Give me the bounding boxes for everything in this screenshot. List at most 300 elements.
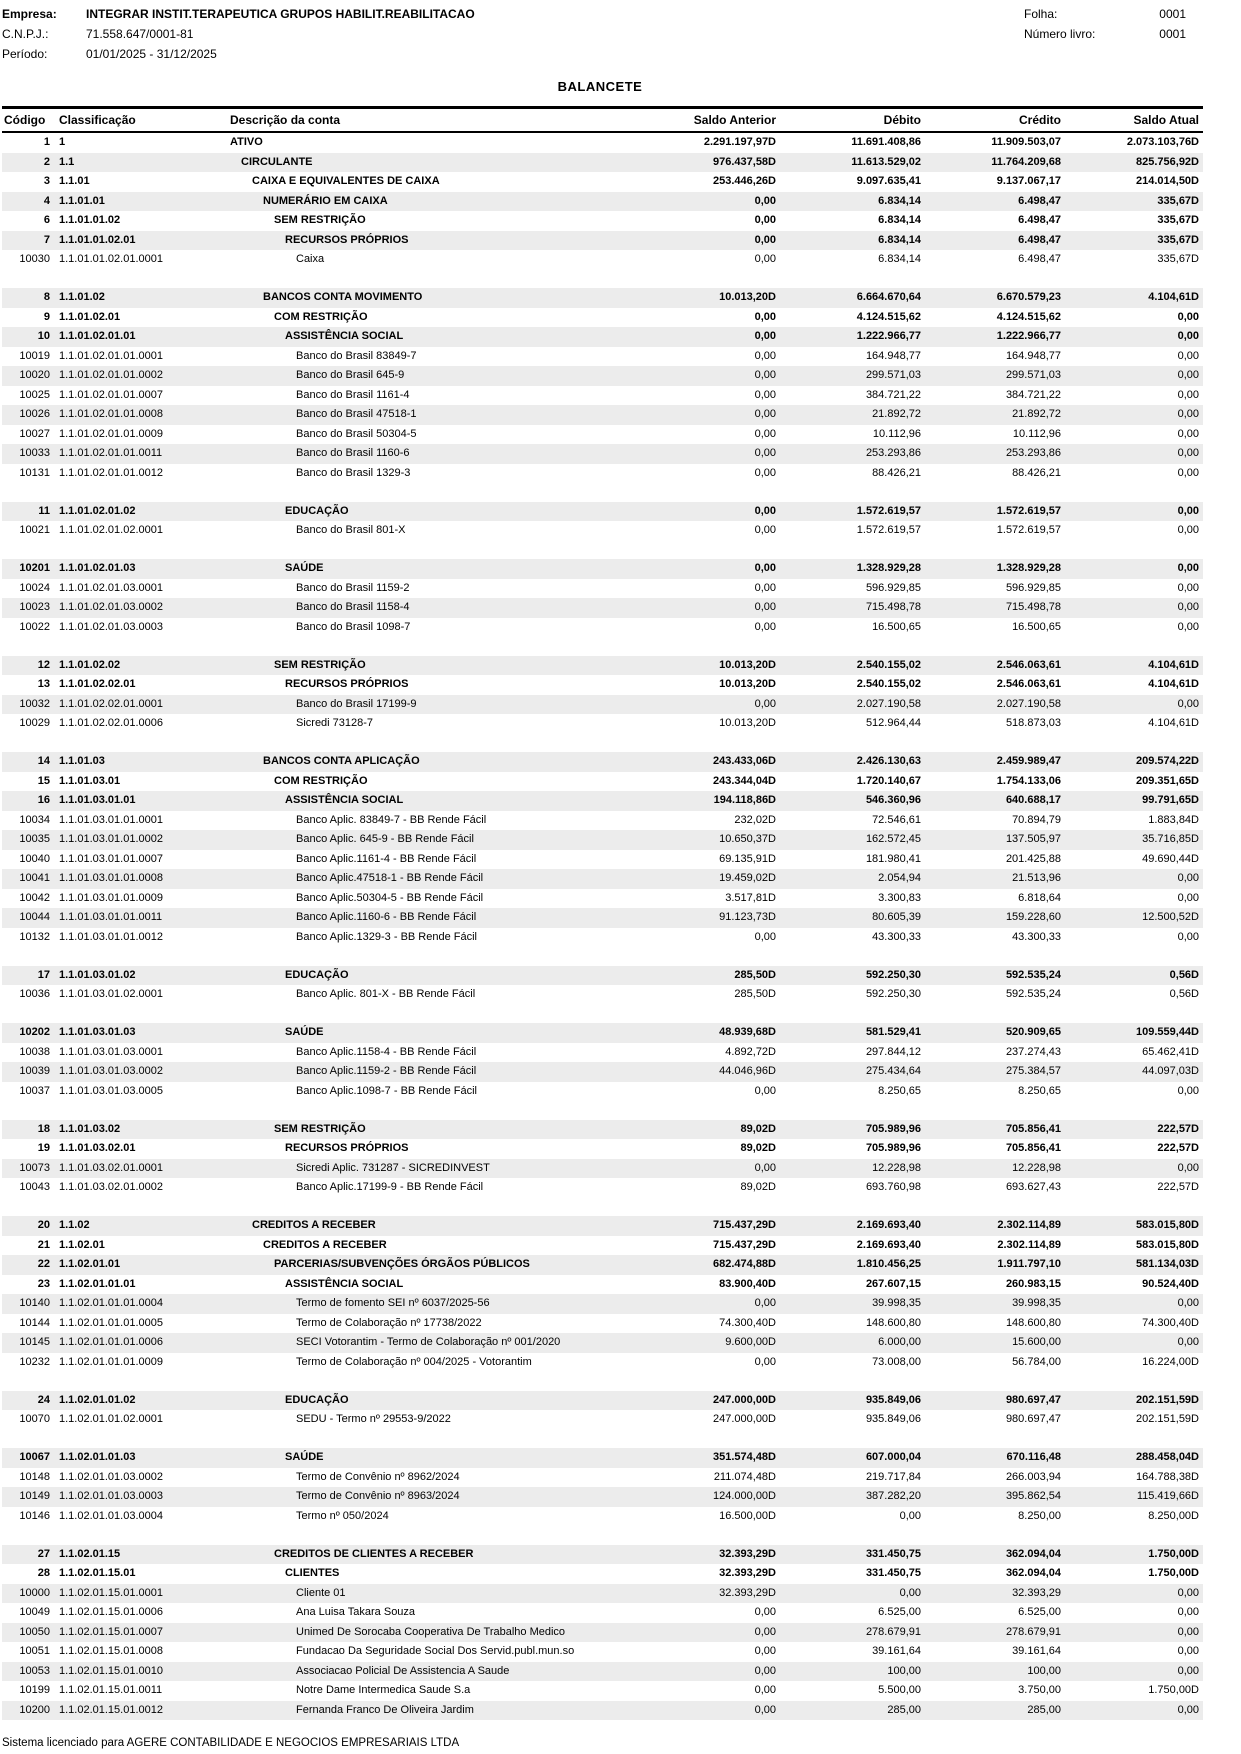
cell-saldo-anterior: 83.900,40D xyxy=(719,1277,776,1290)
cell-debito: 6.834,14 xyxy=(878,214,921,226)
cell-credito: 15.600,00 xyxy=(1012,1336,1061,1348)
cell-saldo-atual: 49.690,44D xyxy=(1142,852,1199,865)
cell-classificacao: 1.1.02.01.01.03.0003 xyxy=(59,1490,163,1502)
table-row xyxy=(2,153,1203,173)
cell-descricao: Sicredi Aplic. 731287 - SICREDINVEST xyxy=(296,1161,490,1174)
cell-saldo-anterior: 0,00 xyxy=(754,466,776,479)
cell-descricao: Banco do Brasil 50304-5 xyxy=(296,427,417,440)
license-footer: Sistema licenciado para AGERE CONTABILIDADE E NEGOCIOS EMPRESARIAIS LTDA xyxy=(2,1737,460,1749)
cell-classificacao: 1.1.01.02.01.01 xyxy=(59,330,136,342)
cell-saldo-atual: 0,00 xyxy=(1177,1161,1199,1174)
cell-credito: 137.505,97 xyxy=(1005,833,1061,845)
cell-codigo: 24 xyxy=(37,1393,50,1406)
cell-descricao: BANCOS CONTA MOVIMENTO xyxy=(263,291,423,303)
table-row xyxy=(2,464,1203,484)
cell-saldo-anterior: 74.300,40D xyxy=(719,1316,776,1329)
cell-saldo-atual: 0,00 xyxy=(1177,1645,1199,1657)
cell-classificacao: 1.1.01.02.02.01.0001 xyxy=(59,697,163,710)
cell-classificacao: 1.1.02.01.01.02.0001 xyxy=(59,1413,163,1425)
cell-credito: 12.228,98 xyxy=(1012,1161,1061,1174)
table-row xyxy=(2,172,1203,192)
cell-saldo-atual: 202.151,59D xyxy=(1136,1393,1199,1406)
cell-descricao: CLIENTES xyxy=(285,1567,340,1579)
cell-credito: 201.425,88 xyxy=(1005,852,1061,865)
cell-saldo-anterior: 10.013,20D xyxy=(719,291,776,303)
cell-credito: 299.571,03 xyxy=(1005,369,1061,381)
cell-credito: 237.274,43 xyxy=(1005,1045,1061,1058)
cell-saldo-anterior: 253.446,26D xyxy=(713,175,776,187)
cell-descricao: CIRCULANTE xyxy=(241,155,313,168)
group-spacer xyxy=(2,1101,1203,1120)
cell-saldo-anterior: 9.600,00D xyxy=(725,1336,776,1348)
cell-credito: 2.546.063,61 xyxy=(996,658,1061,671)
cell-classificacao: 1.1.01.02.01.03.0003 xyxy=(59,620,163,633)
cell-codigo: 15 xyxy=(37,774,50,787)
cell-saldo-atual: 222,57D xyxy=(1157,1142,1199,1154)
cell-saldo-atual: 335,67D xyxy=(1157,233,1199,246)
cell-classificacao: 1.1.01.03 xyxy=(59,755,105,767)
cell-credito: 1.572.619,57 xyxy=(996,524,1061,536)
cell-saldo-atual: 4.104,61D xyxy=(1148,678,1199,690)
cell-saldo-anterior: 243.344,04D xyxy=(713,774,776,787)
cell-descricao: Unimed De Sorocaba Cooperativa De Trabalho Medico xyxy=(296,1625,566,1638)
cell-classificacao: 1.1.01.03.01.01.0009 xyxy=(59,891,163,904)
cell-codigo: 10024 xyxy=(19,581,50,594)
cell-credito: 285,00 xyxy=(1027,1703,1061,1716)
cell-credito: 705.856,41 xyxy=(1005,1122,1061,1135)
empresa-label: Empresa: xyxy=(2,7,57,21)
cell-credito: 148.600,80 xyxy=(1005,1316,1061,1329)
cell-classificacao: 1.1.02.01.15 xyxy=(59,1547,121,1560)
cell-saldo-anterior: 0,00 xyxy=(754,214,776,226)
cell-codigo: 10148 xyxy=(19,1470,50,1483)
cell-classificacao: 1.1.02.01.01.03.0002 xyxy=(59,1470,163,1483)
cell-debito: 4.124.515,62 xyxy=(856,310,921,323)
cell-saldo-atual: 35.716,85D xyxy=(1142,833,1199,845)
cell-debito: 6.834,14 xyxy=(878,253,921,265)
cell-credito: 88.426,21 xyxy=(1012,466,1061,479)
cell-classificacao: 1.1.01.03.02.01 xyxy=(59,1142,136,1154)
cell-classificacao: 1.1.01.02.01.01.0007 xyxy=(59,388,163,401)
cell-saldo-atual: 0,00 xyxy=(1177,697,1199,710)
cell-debito: 2.426.130,63 xyxy=(856,755,921,767)
table-row xyxy=(2,1062,1203,1082)
cell-codigo: 10033 xyxy=(19,447,50,459)
cell-debito: 100,00 xyxy=(887,1664,921,1677)
cell-credito: 1.911.797,10 xyxy=(997,1258,1061,1270)
cell-saldo-atual: 0,00 xyxy=(1177,1703,1199,1716)
cell-saldo-anterior: 194.118,86D xyxy=(713,794,776,806)
group-spacer xyxy=(2,1198,1203,1217)
cell-saldo-atual: 209.351,65D xyxy=(1136,774,1199,787)
cell-descricao: Fernanda Franco De Oliveira Jardim xyxy=(296,1703,474,1716)
cell-classificacao: 1.1.01.02.01.01.0011 xyxy=(59,447,163,459)
table-row xyxy=(2,656,1203,676)
cell-saldo-anterior: 247.000,00D xyxy=(713,1393,776,1406)
table-row xyxy=(2,985,1203,1005)
cell-saldo-atual: 4.104,61D xyxy=(1148,658,1199,671)
cell-debito: 546.360,96 xyxy=(865,794,921,806)
periodo-value: 01/01/2025 - 31/12/2025 xyxy=(86,47,217,61)
cell-descricao: EDUCAÇÃO xyxy=(285,1393,349,1406)
cell-codigo: 2 xyxy=(43,155,50,168)
cell-descricao: Banco do Brasil 1098-7 xyxy=(296,620,411,633)
cell-codigo: 10199 xyxy=(19,1684,50,1696)
cell-debito: 2.540.155,02 xyxy=(856,658,921,671)
cell-credito: 159.228,60 xyxy=(1005,911,1061,923)
cell-saldo-atual: 12.500,52D xyxy=(1142,911,1199,923)
cell-debito: 2.169.693,40 xyxy=(856,1238,921,1251)
cell-credito: 592.535,24 xyxy=(1005,968,1061,981)
cell-credito: 11.764.209,68 xyxy=(991,155,1061,168)
cell-saldo-anterior: 0,00 xyxy=(754,447,776,459)
cell-debito: 1.222.966,77 xyxy=(856,330,921,342)
group-spacer xyxy=(2,947,1203,966)
cell-credito: 11.909.503,07 xyxy=(991,136,1061,148)
table-row xyxy=(2,1448,1203,1468)
cell-debito: 148.600,80 xyxy=(865,1316,921,1329)
table-row xyxy=(2,1564,1203,1584)
cell-credito: 693.627,43 xyxy=(1005,1181,1061,1193)
cell-saldo-atual: 115.419,66D xyxy=(1136,1490,1199,1502)
cell-saldo-atual: 0,00 xyxy=(1177,1586,1199,1599)
cell-codigo: 10038 xyxy=(19,1045,50,1058)
cell-saldo-anterior: 0,00 xyxy=(754,562,776,574)
cell-saldo-atual: 335,67D xyxy=(1157,214,1199,226)
cell-descricao: Banco do Brasil 47518-1 xyxy=(296,408,417,420)
cell-saldo-atual: 583.015,80D xyxy=(1136,1219,1199,1231)
cell-classificacao: 1.1.02.01 xyxy=(59,1238,105,1251)
cell-credito: 56.784,00 xyxy=(1012,1355,1061,1368)
cell-credito: 1.572.619,57 xyxy=(996,504,1061,517)
cell-classificacao: 1.1.01.02.01.03.0002 xyxy=(59,601,163,613)
cell-descricao: Banco Aplic.1159-2 - BB Rende Fácil xyxy=(296,1065,477,1077)
cell-descricao: Caixa xyxy=(296,253,325,265)
cell-saldo-atual: 0,56D xyxy=(1169,988,1199,1000)
cell-saldo-anterior: 0,00 xyxy=(754,427,776,440)
table-row xyxy=(2,1410,1203,1430)
cell-saldo-anterior: 247.000,00D xyxy=(713,1413,776,1425)
cell-codigo: 10042 xyxy=(19,891,50,904)
table-row xyxy=(2,444,1203,464)
cell-classificacao: 1.1.01.01.02 xyxy=(59,214,121,226)
table-row xyxy=(2,366,1203,386)
cell-descricao: Banco Aplic.1161-4 - BB Rende Fácil xyxy=(296,852,477,865)
cell-debito: 6.000,00 xyxy=(878,1336,921,1348)
cell-classificacao: 1.1.02.01.15.01.0010 xyxy=(59,1664,163,1677)
cell-saldo-anterior: 10.013,20D xyxy=(719,658,776,671)
cell-debito: 705.989,96 xyxy=(865,1142,921,1154)
cell-saldo-anterior: 91.123,73D xyxy=(719,911,776,923)
group-spacer xyxy=(2,1372,1203,1391)
cell-codigo: 17 xyxy=(37,968,50,981)
cell-codigo: 10140 xyxy=(19,1297,50,1309)
cell-saldo-anterior: 0,00 xyxy=(754,194,776,207)
cell-debito: 9.097.635,41 xyxy=(856,175,921,187)
cell-saldo-anterior: 285,50D xyxy=(734,988,776,1000)
cell-credito: 266.003,94 xyxy=(1005,1470,1061,1483)
cell-debito: 297.844,12 xyxy=(865,1045,921,1058)
cell-credito: 6.498,47 xyxy=(1018,253,1061,265)
cell-codigo: 10053 xyxy=(19,1664,50,1677)
cell-credito: 4.124.515,62 xyxy=(996,310,1061,323)
cell-debito: 592.250,30 xyxy=(865,968,921,981)
cell-classificacao: 1.1.02.01.01 xyxy=(59,1258,121,1270)
cell-codigo: 10037 xyxy=(19,1084,50,1097)
cell-descricao: ASSISTÊNCIA SOCIAL xyxy=(285,794,404,806)
cell-classificacao: 1.1.01.03.01.01.0008 xyxy=(59,872,163,884)
column-header-credito: Crédito xyxy=(1019,113,1061,127)
cell-credito: 670.116,48 xyxy=(1006,1451,1061,1463)
cell-codigo: 3 xyxy=(43,175,50,187)
table-row xyxy=(2,1468,1203,1488)
cell-saldo-atual: 0,00 xyxy=(1177,310,1199,323)
cell-saldo-atual: 44.097,03D xyxy=(1142,1065,1199,1077)
cell-saldo-anterior: 0,00 xyxy=(754,253,776,265)
cell-saldo-anterior: 89,02D xyxy=(740,1122,776,1135)
cell-debito: 181.980,41 xyxy=(865,852,921,865)
cell-classificacao: 1.1.02.01.15.01.0008 xyxy=(59,1645,163,1657)
cell-classificacao: 1.1.01.03.02.01.0001 xyxy=(59,1161,163,1174)
cell-saldo-atual: 0,00 xyxy=(1177,1625,1199,1638)
table-row xyxy=(2,1391,1203,1411)
cell-classificacao: 1.1.01.03.01.03.0002 xyxy=(59,1065,163,1077)
cell-descricao: Banco do Brasil 1158-4 xyxy=(296,601,410,613)
cell-saldo-anterior: 48.939,68D xyxy=(719,1026,776,1038)
cell-saldo-anterior: 19.459,02D xyxy=(719,872,776,884)
cell-saldo-anterior: 0,00 xyxy=(754,310,776,323)
cell-saldo-atual: 164.788,38D xyxy=(1136,1470,1199,1483)
cell-classificacao: 1.1.02.01.01.02 xyxy=(59,1393,136,1406)
cell-classificacao: 1.1.02.01.15.01.0006 xyxy=(59,1606,163,1618)
cell-codigo: 10030 xyxy=(19,253,50,265)
cell-saldo-anterior: 0,00 xyxy=(754,1084,776,1097)
cell-codigo: 10000 xyxy=(19,1586,50,1599)
table-row xyxy=(2,1545,1203,1565)
cell-saldo-atual: 581.134,03D xyxy=(1136,1258,1199,1270)
cell-debito: 0,00 xyxy=(899,1586,921,1599)
cell-saldo-atual: 0,00 xyxy=(1177,1664,1199,1677)
cell-saldo-anterior: 0,00 xyxy=(754,1703,776,1716)
table-row xyxy=(2,714,1203,734)
cell-credito: 596.929,85 xyxy=(1005,581,1061,594)
cell-descricao: Banco Aplic.1160-6 - BB Rende Fácil xyxy=(296,911,477,923)
cell-codigo: 16 xyxy=(37,794,50,806)
cell-credito: 980.697,47 xyxy=(1005,1413,1061,1425)
cell-debito: 1.572.619,57 xyxy=(856,524,921,536)
cell-saldo-atual: 0,00 xyxy=(1177,369,1199,381)
cell-saldo-atual: 288.458,04D xyxy=(1136,1451,1199,1463)
cell-classificacao: 1.1.02 xyxy=(59,1219,90,1231)
cell-descricao: Termo nº 050/2024 xyxy=(296,1509,389,1522)
cell-saldo-atual: 0,00 xyxy=(1177,1606,1199,1618)
table-row xyxy=(2,1236,1203,1256)
group-spacer xyxy=(2,1526,1203,1545)
cell-descricao: SAÚDE xyxy=(285,562,324,574)
cell-descricao: ATIVO xyxy=(230,136,263,148)
cell-saldo-atual: 90.524,40D xyxy=(1142,1277,1199,1290)
cell-saldo-atual: 0,00 xyxy=(1177,601,1199,613)
cell-descricao: CREDITOS A RECEBER xyxy=(263,1238,387,1251)
cell-credito: 6.498,47 xyxy=(1018,194,1061,207)
cell-debito: 6.664.670,64 xyxy=(856,291,921,303)
cell-descricao: RECURSOS PRÓPRIOS xyxy=(285,678,409,690)
cell-saldo-anterior: 0,00 xyxy=(754,1645,776,1657)
cell-descricao: Banco Aplic. 801-X - BB Rende Fácil xyxy=(296,988,476,1000)
cell-classificacao: 1.1.01.02.02 xyxy=(59,658,121,671)
cell-saldo-atual: 0,00 xyxy=(1177,388,1199,401)
cell-credito: 2.546.063,61 xyxy=(996,678,1061,690)
cell-saldo-anterior: 0,00 xyxy=(754,388,776,401)
cell-saldo-anterior: 4.892,72D xyxy=(725,1045,776,1058)
cell-saldo-anterior: 2.291.197,97D xyxy=(703,136,776,148)
cell-codigo: 10044 xyxy=(19,911,50,923)
cell-classificacao: 1.1.01.03.01.01 xyxy=(59,794,136,806)
cell-saldo-anterior: 89,02D xyxy=(740,1142,776,1154)
cell-codigo: 10144 xyxy=(19,1316,50,1329)
cell-descricao: Banco Aplic.50304-5 - BB Rende Fácil xyxy=(296,891,484,904)
cell-debito: 21.892,72 xyxy=(872,408,921,420)
cell-codigo: 10034 xyxy=(19,813,50,826)
cell-codigo: 10043 xyxy=(19,1181,50,1193)
cell-codigo: 10026 xyxy=(19,408,50,420)
empresa-value: INTEGRAR INSTIT.TERAPEUTICA GRUPOS HABILIT.REABILITACAO xyxy=(86,7,475,21)
cell-saldo-atual: 222,57D xyxy=(1157,1122,1199,1135)
cell-saldo-anterior: 285,50D xyxy=(734,968,776,981)
table-row xyxy=(2,1023,1203,1043)
cell-credito: 518.873,03 xyxy=(1005,717,1061,729)
cell-classificacao: 1.1.01.03.01.01.0007 xyxy=(59,852,163,865)
cell-saldo-anterior: 0,00 xyxy=(754,504,776,517)
cell-codigo: 4 xyxy=(43,194,50,207)
table-row xyxy=(2,1662,1203,1682)
table-row xyxy=(2,791,1203,811)
cell-debito: 935.849,06 xyxy=(865,1393,921,1406)
cell-classificacao: 1.1 xyxy=(59,155,75,168)
cell-codigo: 10070 xyxy=(19,1413,50,1425)
cell-saldo-atual: 583.015,80D xyxy=(1136,1238,1199,1251)
cell-descricao: PARCERIAS/SUBVENÇÕES ÓRGÃOS PÚBLICOS xyxy=(274,1258,530,1270)
cell-descricao: Banco do Brasil 17199-9 xyxy=(296,697,417,710)
cell-descricao: EDUCAÇÃO xyxy=(285,968,349,981)
cell-descricao: Fundacao Da Seguridade Social Dos Servid.publ.mun.so xyxy=(296,1645,575,1657)
cell-saldo-atual: 2.073.103,76D xyxy=(1126,136,1199,148)
cell-codigo: 10035 xyxy=(19,833,50,845)
balancete-table xyxy=(2,106,1203,1720)
cell-saldo-atual: 0,00 xyxy=(1177,891,1199,904)
cell-credito: 6.498,47 xyxy=(1018,214,1061,226)
cell-credito: 70.894,79 xyxy=(1012,813,1061,826)
cell-descricao: Termo de Colaboração nº 17738/2022 xyxy=(296,1316,482,1329)
cell-saldo-anterior: 0,00 xyxy=(754,1161,776,1174)
cell-classificacao: 1.1.01.02 xyxy=(59,291,105,303)
cell-debito: 275.434,64 xyxy=(865,1065,921,1077)
table-row xyxy=(2,1043,1203,1063)
cell-descricao: Sicredi 73128-7 xyxy=(296,717,374,729)
cell-classificacao: 1.1.02.01.01.03 xyxy=(59,1451,136,1463)
cell-codigo: 10202 xyxy=(19,1026,50,1038)
cell-codigo: 13 xyxy=(37,678,50,690)
cell-descricao: CREDITOS DE CLIENTES A RECEBER xyxy=(274,1547,474,1560)
cell-codigo: 10 xyxy=(37,330,50,342)
cell-saldo-anterior: 715.437,29D xyxy=(713,1219,776,1231)
cell-credito: 39.998,35 xyxy=(1012,1297,1061,1309)
cell-codigo: 10029 xyxy=(19,717,50,729)
cell-credito: 10.112,96 xyxy=(1012,427,1061,440)
table-row xyxy=(2,908,1203,928)
table-row xyxy=(2,347,1203,367)
cell-debito: 11.613.529,02 xyxy=(851,155,921,168)
cell-classificacao: 1.1.02.01.01.01 xyxy=(59,1277,136,1290)
cell-credito: 3.750,00 xyxy=(1018,1684,1061,1696)
cell-debito: 73.008,00 xyxy=(872,1355,921,1368)
cell-debito: 693.760,98 xyxy=(865,1181,921,1193)
cell-codigo: 21 xyxy=(37,1238,50,1251)
cell-debito: 607.000,04 xyxy=(865,1451,921,1463)
cell-saldo-atual: 825.756,92D xyxy=(1136,155,1199,168)
cell-debito: 278.679,91 xyxy=(865,1625,921,1638)
table-row xyxy=(2,308,1203,328)
cell-codigo: 1 xyxy=(43,136,50,148)
cell-debito: 1.720.140,67 xyxy=(856,774,921,787)
cell-saldo-atual: 0,00 xyxy=(1177,581,1199,594)
cell-saldo-atual: 0,00 xyxy=(1177,427,1199,440)
cell-debito: 1.328.929,28 xyxy=(856,562,921,574)
cell-codigo: 14 xyxy=(37,755,50,767)
cell-codigo: 9 xyxy=(43,310,50,323)
cell-descricao: Associacao Policial De Assistencia A Saude xyxy=(296,1664,510,1677)
cell-codigo: 10039 xyxy=(19,1065,50,1077)
cell-codigo: 11 xyxy=(38,504,50,517)
cell-descricao: NUMERÁRIO EM CAIXA xyxy=(263,194,388,207)
column-header-debito: Débito xyxy=(883,113,921,127)
table-row xyxy=(2,1120,1203,1140)
cell-saldo-atual: 109.559,44D xyxy=(1136,1026,1199,1038)
cell-descricao: Banco Aplic.1158-4 - BB Rende Fácil xyxy=(296,1045,477,1058)
cell-codigo: 10051 xyxy=(19,1645,50,1657)
cell-saldo-atual: 8.250,00D xyxy=(1148,1509,1199,1522)
cell-classificacao: 1.1.01.03.01.02 xyxy=(59,968,136,981)
table-row xyxy=(2,1507,1203,1527)
cell-classificacao: 1.1.01.02.01.01.0001 xyxy=(59,349,163,362)
cell-debito: 2.054,94 xyxy=(878,872,921,884)
cell-classificacao: 1.1.01.03.01.03.0005 xyxy=(59,1084,163,1097)
group-spacer xyxy=(2,541,1203,560)
cell-codigo: 10027 xyxy=(19,427,50,440)
cell-codigo: 10073 xyxy=(19,1161,50,1174)
cell-debito: 162.572,45 xyxy=(865,833,921,845)
table-row xyxy=(2,1701,1203,1721)
cell-descricao: RECURSOS PRÓPRIOS xyxy=(285,233,409,246)
folha-label: Folha: xyxy=(1024,7,1058,21)
sheet-info xyxy=(1024,4,1186,44)
cell-debito: 331.450,75 xyxy=(865,1567,921,1579)
cell-debito: 72.546,61 xyxy=(872,813,921,826)
cell-codigo: 22 xyxy=(37,1258,50,1270)
cell-saldo-atual: 214.014,50D xyxy=(1136,175,1199,187)
table-row xyxy=(2,192,1203,212)
cell-saldo-anterior: 211.074,48D xyxy=(713,1470,776,1483)
cell-debito: 10.112,96 xyxy=(872,427,921,440)
cell-saldo-anterior: 0,00 xyxy=(754,524,776,536)
table-row xyxy=(2,1333,1203,1353)
cell-codigo: 10050 xyxy=(19,1625,50,1638)
table-row xyxy=(2,752,1203,772)
cell-saldo-atual: 16.224,00D xyxy=(1142,1355,1199,1368)
cell-classificacao: 1.1.01.03.02 xyxy=(59,1122,121,1135)
cell-saldo-anterior: 715.437,29D xyxy=(713,1238,776,1251)
cell-codigo: 10022 xyxy=(19,620,50,633)
